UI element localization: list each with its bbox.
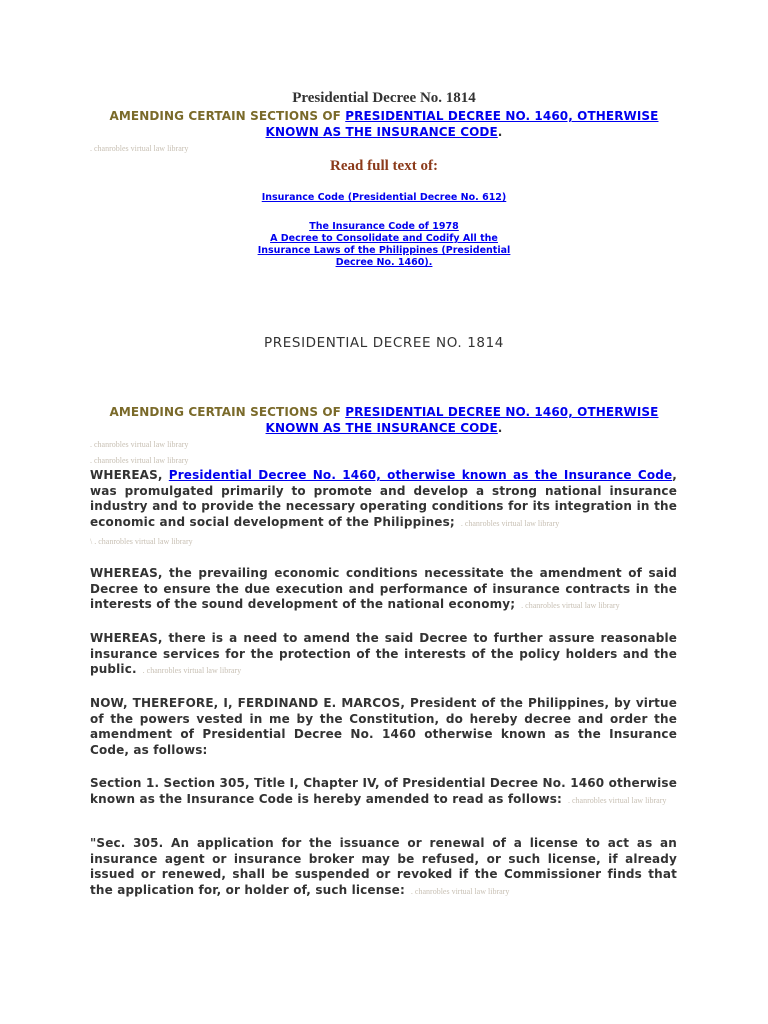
whereas-paragraph-1: WHEREAS, Presidential Decree No. 1460, otherwise known as the Insurance Code, was promulgated primarily to promote and develop a strong national insurance industry and to provide the necessary operating conditions for its integration in the economic and social development of the Philippines; . chanrobles virtual law library [90, 468, 677, 529]
document-title: Presidential Decree No. 1814 [292, 90, 476, 106]
amending-heading-top: AMENDING CERTAIN SECTIONS OF PRESIDENTIAL DECREE NO. 1460, OTHERWISE KNOWN AS THE INSURANCE CODE. [109, 109, 659, 139]
watermark-text: . chanrobles virtual law library [521, 601, 620, 610]
insurance-code-1978-link[interactable]: The Insurance Code of 1978 A Decree to Consolidate and Codify All the Insurance Laws of the Philippines (Presidential Decree No. 1460). [257, 221, 511, 268]
amending-prefix: AMENDING CERTAIN SECTIONS OF [109, 109, 346, 123]
watermark-text: . chanrobles virtual law library [567, 795, 667, 805]
whereas-paragraph-2: WHEREAS, the prevailing economic conditions necessitate the amendment of said Decree to ensure the due execution and performance of insurance contracts in the interests of the sound development of the national economy; . chanrobles virtual law library [90, 566, 677, 611]
amending-prefix: AMENDING CERTAIN SECTIONS OF [109, 405, 346, 419]
amending-heading-body: AMENDING CERTAIN SECTIONS OF PRESIDENTIAL DECREE NO. 1460, OTHERWISE KNOWN AS THE INSURANCE CODE. [109, 405, 659, 435]
whereas-paragraph-3: WHEREAS, there is a need to amend the said Decree to further assure reasonable insurance services for the protection of the interests of the policy holders and the public. . chanrobles virtual law library [90, 631, 677, 676]
watermark-text: . chanrobles virtual law library [460, 518, 560, 528]
sec-305-paragraph: "Sec. 305. An application for the issuance or renewal of a license to act as an insurance agent or insurance broker may be refused, or such license, if already issued or renewed, shall be suspended or revoked if the Commissioner finds that the application for, or holder of, such license: . chanrobles virtual law library [90, 836, 677, 897]
decree-heading: PRESIDENTIAL DECREE NO. 1814 [264, 335, 504, 351]
watermark-text: . chanrobles virtual law library [142, 666, 242, 675]
insurance-code-pd612-link[interactable]: Insurance Code (Presidential Decree No. 612) [261, 192, 507, 203]
pd-1460-inline-link[interactable]: Presidential Decree No. 1460, otherwise known as the Insurance Code [168, 468, 673, 482]
read-full-label: Read full text of: [330, 158, 438, 174]
watermark-text: . chanrobles virtual law library [90, 440, 189, 449]
watermark-text: . chanrobles virtual law library [90, 144, 189, 153]
pd-1460-link-top[interactable]: PRESIDENTIAL DECREE NO. 1460, OTHERWISE KNOWN AS THE INSURANCE CODE [265, 109, 659, 139]
watermark-text: . chanrobles virtual law library [90, 456, 189, 465]
pd-1460-link-body[interactable]: PRESIDENTIAL DECREE NO. 1460, OTHERWISE KNOWN AS THE INSURANCE CODE [265, 405, 659, 435]
section-1-paragraph: Section 1. Section 305, Title I, Chapter IV, of Presidential Decree No. 1460 otherwise known as the Insurance Code is hereby amended to read as follows: . chanrobles virtual law library [90, 776, 677, 806]
now-therefore-paragraph: NOW, THEREFORE, I, FERDINAND E. MARCOS, President of the Philippines, by virtue of the powers vested in me by the Constitution, do hereby decree and order the amendment of Presidential Decree No. 1460 otherwise known as the Insurance Code, as follows: [90, 696, 677, 757]
watermark-text: . chanrobles virtual law library [410, 886, 510, 896]
watermark-text: \ . chanrobles virtual law library [90, 537, 193, 546]
